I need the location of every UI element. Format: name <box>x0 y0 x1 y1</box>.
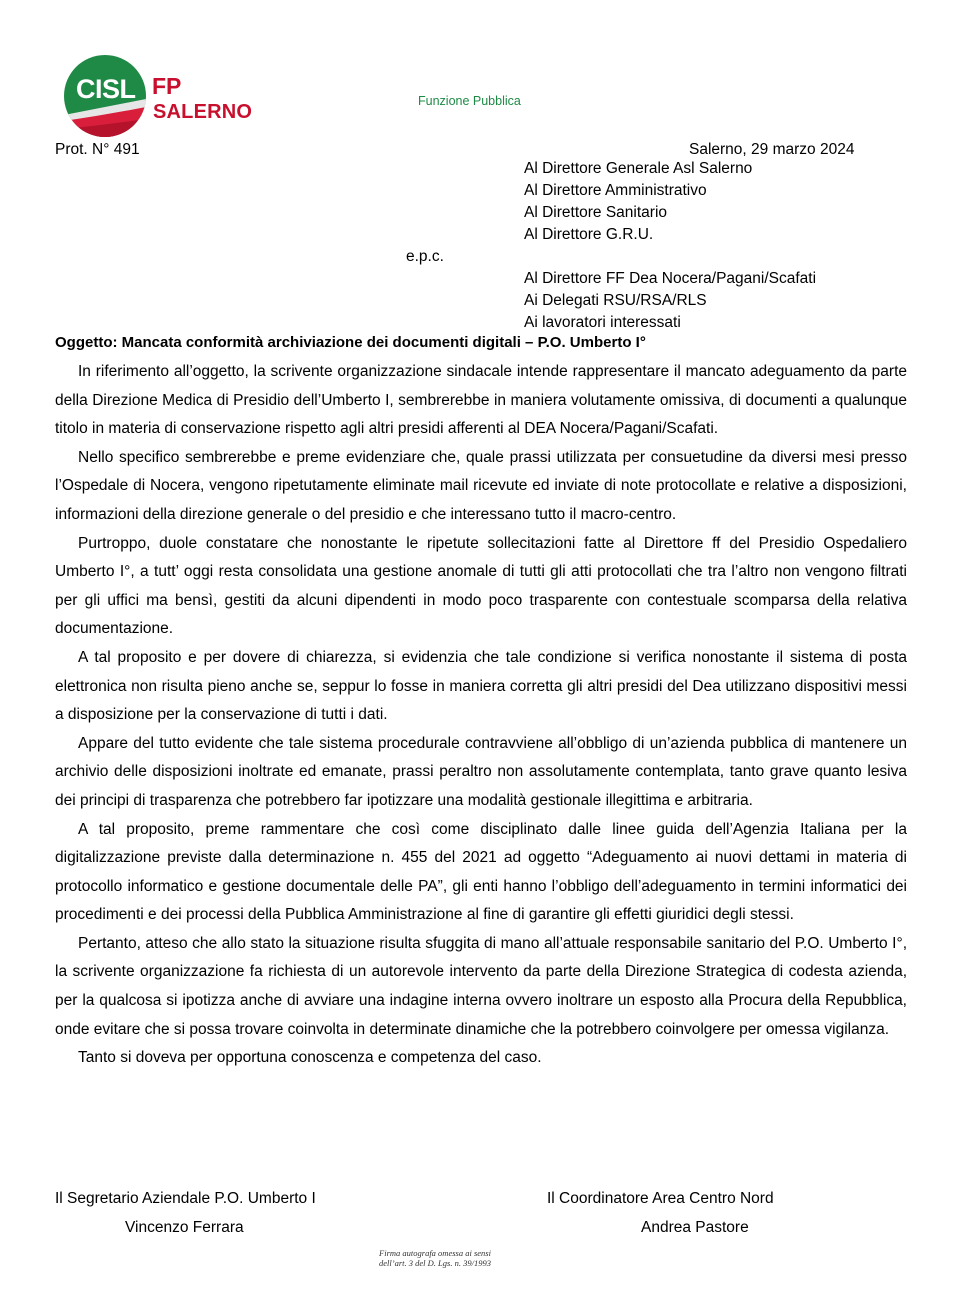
signature-right-title: Il Coordinatore Area Centro Nord <box>547 1190 774 1207</box>
body-paragraph: In riferimento all’oggetto, la scrivente organizzazione sindacale intende rappresentare il mancato adeguamento da parte della Direzione Medica di Presidio dell’Umberto I, sembrerebbe in maniera volutamente omissiva, di documenti a qualunque titolo in materia di conservazione rispetto agli altri presidi afferenti al DEA Nocera/Pagani/Scafati. <box>55 363 907 438</box>
recipient-line: Al Direttore Amministrativo <box>524 182 707 199</box>
letter-subject: Oggetto: Mancata conformità archiviazione dei documenti digitali – P.O. Umberto I° <box>55 334 646 351</box>
closing-paragraph: Tanto si doveva per opportuna conoscenza e competenza del caso. <box>78 1049 542 1067</box>
body-paragraph: A tal proposito, preme rammentare che così come disciplinato dalle linee guida dell’Agenzia Italiana per la digitalizzazione previste dalla determinazione n. 455 del 2021 ad oggetto “Adeguamento ai nuovi dettami in materia di protocollo informatico e gestione documentale delle PA”, gli enti hanno l’obbligo dell’adeguamento in termini informatici dei procedimenti e dei processi della Pubblica Amministrazione al fine di garantire gli effetti giuridici degli stessi. <box>55 820 907 924</box>
body-paragraph: Pertanto, atteso che allo stato la situazione risulta sfuggita di mano all’attuale responsabile sanitario del P.O. Umberto I°, la scrivente organizzazione fa richiesta di un autorevole intervento da parte della Direzione Strategica di codesta azienda, per la qualcosa si ipotizza anche di avviare una indagine interna ovvero inoltrare un esposto alla Procura della Repubblica, onde evitare che si possa trovare coinvolta in determinate dinamiche che la potrebbero coinvolgere per omessa vigilanza. <box>55 934 907 1038</box>
body-paragraph: A tal proposito e per dovere di chiarezza, si evidenzia che tale condizione si verifica nonostante il sistema di posta elettronica non risulta pieno anche se, seppur lo fosse in maniera corretta gli altri presidi del Dea utilizzano dispositivi messi a disposizione per la conservazione di tutti i dati. <box>55 648 907 724</box>
recipient-line: Al Direttore Generale Asl Salerno <box>524 160 753 177</box>
epc-label: e.p.c. <box>406 248 444 265</box>
logo-cisl-text: CISL <box>76 74 136 104</box>
logo-salerno-text: SALERNO <box>153 101 253 123</box>
recipient-line: Al Direttore Sanitario <box>524 204 668 221</box>
protocol-number: Prot. N° 491 <box>55 141 140 158</box>
body-paragraph: Nello specifico sembrerebbe e preme evidenziare che, quale prassi utilizzata per consuetudine da diversi mesi presso l’Ospedale di Nocera, vengono ripetutamente eliminate mail ricevute ed inviate di note protocollate e relative a disposizioni, informazioni della direzione generale o del presidio e che interessano tutto il macro-centro. <box>55 448 907 523</box>
cc-recipient-line: Al Direttore FF Dea Nocera/Pagani/Scafati <box>524 270 817 287</box>
cc-recipient-line: Ai Delegati RSU/RSA/RLS <box>524 292 707 309</box>
note-line-2: dell’art. 3 del D. Lgs. n. 39/1993 <box>379 1258 491 1268</box>
funzione-pubblica-tagline: Funzione Pubblica <box>418 94 521 108</box>
signature-left-name: Vincenzo Ferrara <box>125 1219 244 1236</box>
body-paragraph: Purtroppo, duole constatare che nonostante le ripetute sollecitazioni fatte al Direttore ff del Presidio Ospedaliero Umberto I°, a tutt’ oggi resta consolidata una gestione anomale di tutti gli atti protocollati che tra l’altro non vengono filtrati per gli uffici ma bensì, gestiti da alcuni dipendenti in modo poco trasparente con contestuale scomparsa della relativa documentazione. <box>55 534 907 638</box>
letter-body <box>55 358 907 1073</box>
cisl-fp-logo <box>64 55 264 140</box>
recipient-line: Al Direttore G.R.U. <box>524 226 654 243</box>
signature-right-name: Andrea Pastore <box>641 1219 749 1236</box>
body-paragraph: Appare del tutto evidente che tale sistema procedurale contravviene all’obbligo di un’azienda pubblica di mantenere un archivio delle disposizioni inoltrate ed emanate, prassi peraltro non assolutamente contemplata, tanto grave quanto lesiva dei principi di trasparenza che potrebbero far ipotizzare una modalità gestionale illegittima e arbitraria. <box>55 734 907 809</box>
note-line-1: Firma autografa omessa ai sensi <box>379 1248 491 1258</box>
letter-date: Salerno, 29 marzo 2024 <box>689 141 855 158</box>
logo-fp-text: FP <box>152 73 182 99</box>
cc-recipient-line: Ai lavoratori interessati <box>524 314 681 331</box>
autograph-omitted-note <box>330 1248 540 1268</box>
signature-left-title: Il Segretario Aziendale P.O. Umberto I <box>55 1190 316 1207</box>
